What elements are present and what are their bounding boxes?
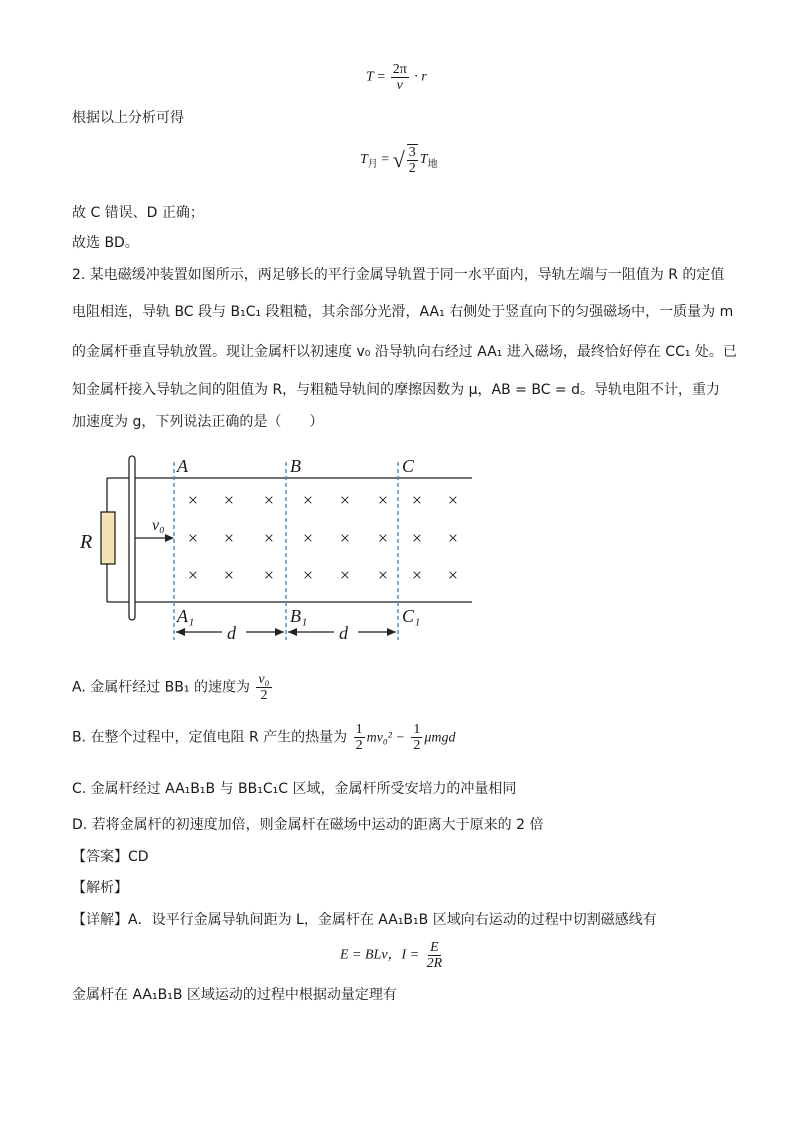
field-cross: ×	[187, 490, 199, 510]
field-cross: ×	[302, 490, 314, 510]
option-b-mid: mv₀² −	[366, 730, 405, 746]
option-a-fraction	[256, 672, 271, 703]
question-line-4: 知金属杆接入导轨之间的阻值为 R，与粗糙导轨间的摩擦因数为 μ，AB = BC = d。导轨电阻不计，重力	[72, 382, 720, 398]
option-b-frac1	[354, 722, 365, 753]
label-c1: C₁	[402, 606, 421, 626]
field-cross: ×	[411, 490, 423, 510]
label-c: C	[402, 456, 415, 476]
field-cross: ×	[447, 565, 459, 585]
option-d: D. 若将金属杆的初速度加倍，则金属杆在磁场中运动的距离大于原来的 2 倍	[72, 817, 544, 833]
ratio-rad-num: 3	[408, 145, 416, 160]
eq-num: 2π	[392, 62, 407, 77]
ratio-equation: $T_月$ = √ $\frac{3}{2}$ $T_地$	[360, 145, 438, 176]
detail-line: 【详解】A．设平行金属导轨间距为 L，金属杆在 AA₁B₁B 区域向右运动的过程中切割磁感线有	[72, 912, 657, 928]
option-a-text: A. 金属杆经过 BB₁ 的速度为	[72, 679, 250, 696]
field-cross: ×	[263, 565, 275, 585]
answer-value: CD	[128, 849, 149, 865]
ratio-rhs: T	[419, 152, 428, 168]
field-cross: ×	[302, 565, 314, 585]
label-b: B	[290, 456, 301, 476]
option-b-frac2	[411, 722, 422, 753]
emf-text: E = BLv，I =	[340, 947, 420, 963]
field-cross: ×	[302, 528, 314, 548]
option-b-tail: μmgd	[424, 730, 456, 746]
conclusion-line: 故 C 错误、D 正确；	[72, 205, 204, 221]
field-cross: ×	[187, 528, 199, 548]
option-c: C. 金属杆经过 AA₁B₁B 与 BB₁C₁C 区域，金属杆所受安培力的冲量相同	[72, 781, 517, 797]
field-cross: ×	[187, 565, 199, 585]
field-cross: ×	[377, 565, 389, 585]
ratio-rad-den: 2	[408, 161, 416, 176]
field-cross: ×	[263, 528, 275, 548]
ratio-lhs-sub: 月	[367, 159, 378, 171]
question-line-3: 的金属杆垂直导轨放置。现让金属杆以初速度 v₀ 沿导轨向右经过 AA₁ 进入磁场，最终恰好停在 CC₁ 处。已	[72, 344, 737, 360]
metal-rod	[129, 456, 135, 620]
option-a-den: 2	[260, 688, 268, 703]
eq-den: v	[396, 78, 403, 93]
field-cross: ×	[339, 490, 351, 510]
option-b-f1n: 1	[355, 722, 363, 737]
question-line-2: 电阻相连，导轨 BC 段与 B₁C₁ 段粗糙，其余部分光滑，AA₁ 右侧处于竖直向下的匀强磁场中，一质量为 m	[72, 304, 734, 320]
distance-arrowhead-2a	[288, 628, 297, 636]
option-b	[72, 722, 456, 753]
resistor-label: R	[80, 531, 93, 553]
question-line-1: 2. 某电磁缓冲装置如图所示，两足够长的平行金属导轨置于同一水平面内，导轨左端与一阻值为 R 的定值	[72, 267, 725, 283]
label-a1: A₁	[177, 606, 195, 626]
analysis-tag: 【解析】	[72, 880, 128, 896]
option-b-f1d: 2	[355, 738, 363, 753]
field-cross: ×	[411, 528, 423, 548]
field-cross: ×	[447, 528, 459, 548]
period-equation: T = $\frac{2\pi}{v}$ · r	[366, 62, 427, 93]
field-cross: ×	[223, 490, 235, 510]
emf-equation	[340, 940, 446, 971]
option-b-f2n: 1	[413, 722, 421, 737]
label-b1: B₁	[290, 606, 308, 626]
ratio-rhs-sub: 地	[427, 159, 438, 171]
eq-lhs: T	[366, 69, 374, 85]
resistor	[101, 512, 115, 564]
field-cross: ×	[447, 490, 459, 510]
field-cross: ×	[263, 490, 275, 510]
label-a: A	[177, 456, 188, 476]
distance-arrowhead-1b	[275, 628, 284, 636]
field-cross: ×	[339, 528, 351, 548]
magnetic-field-crosses	[188, 490, 458, 585]
distance-label-1: d	[227, 623, 236, 643]
field-cross: ×	[411, 565, 423, 585]
last-line: 金属杆在 AA₁B₁B 区域运动的过程中根据动量定理有	[72, 987, 397, 1003]
answer-line	[72, 847, 149, 867]
distance-label-2: d	[339, 623, 348, 643]
option-b-text: B. 在整个过程中，定值电阻 R 产生的热量为	[72, 729, 348, 746]
rail-diagram	[72, 450, 492, 650]
velocity-arrowhead	[165, 534, 174, 542]
distance-arrowhead-1a	[176, 628, 185, 636]
ratio-root	[407, 144, 418, 176]
question-line-5: 加速度为 g，下列说法正确的是（ ）	[72, 414, 324, 430]
selection-line: 故选 BD。	[72, 235, 139, 251]
ratio-lhs: T	[360, 152, 368, 168]
emf-num: E	[430, 940, 439, 955]
eq-tail: · r	[414, 69, 427, 85]
option-a-num: v₀	[258, 672, 270, 687]
field-cross: ×	[377, 490, 389, 510]
emf-den: 2R	[426, 956, 443, 971]
answer-tag: 【答案】	[72, 849, 128, 865]
analysis-line: 根据以上分析可得	[72, 110, 184, 126]
field-cross: ×	[339, 565, 351, 585]
field-cross: ×	[223, 565, 235, 585]
field-cross: ×	[223, 528, 235, 548]
eq-fraction	[391, 62, 409, 93]
option-b-f2d: 2	[413, 738, 421, 753]
distance-arrowhead-2b	[387, 628, 396, 636]
velocity-label: v₀	[152, 517, 165, 534]
field-cross: ×	[377, 528, 389, 548]
option-a	[72, 672, 274, 703]
emf-fraction	[425, 940, 445, 971]
